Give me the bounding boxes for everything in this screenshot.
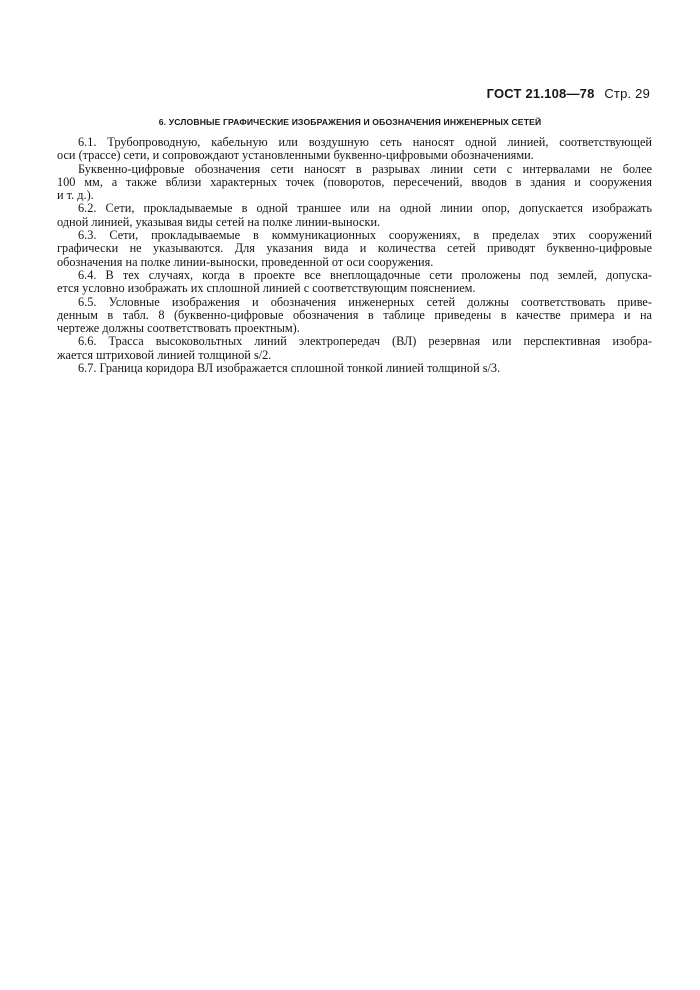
text-line: графически не указываются. Для указания вида и количества сетей приводят буквенно-цифровые	[57, 241, 652, 256]
text-line: 6.7. Граница коридора ВЛ изображается сплошной тонкой линией толщиной s/3.	[78, 361, 501, 376]
text-line: и т. д.).	[57, 188, 94, 203]
text-line: 6.6. Трасса высоковольтных линий электропередач (ВЛ) резервная или перспективная изобра-	[78, 334, 652, 349]
text-line: 6.4. В тех случаях, когда в проекте все внеплощадочные сети проложены под землей, допуска-	[78, 267, 652, 282]
text-line: одной линией, указывая виды сетей на полке линии-выноски.	[57, 214, 381, 229]
text-line: денным в табл. 8 (буквенно-цифровые обозначения в таблице приведены в качестве примера и на	[57, 307, 652, 322]
standard-number: ГОСТ 21.108—78	[486, 86, 595, 101]
text-line: чертеже должны соответствовать проектным).	[57, 321, 300, 336]
text-line: обозначения на полке линии-выноски, проведенной от оси сооружения.	[57, 254, 434, 269]
text-line: 100 мм, а также вблизи характерных точек (поворотов, пересечений, вводов в здания и сооружения	[57, 174, 652, 189]
text-line: 6.2. Сети, прокладываемые в одной траншее или на одной линии опор, допускается изображать	[78, 201, 652, 216]
text-line: 6.5. Условные изображения и обозначения инженерных сетей должны соответствовать приве-	[78, 294, 652, 309]
text-line: ется условно изображать их сплошной линией с соответствующим пояснением.	[57, 281, 476, 296]
text-line: оси (трассе) сети, и сопровождают установленными буквенно-цифровыми обозначениями.	[57, 148, 534, 163]
text-line: жается штриховой линией толщиной s/2.	[57, 347, 272, 362]
running-header	[487, 86, 650, 101]
page-number: Стр. 29	[604, 86, 650, 101]
section-body	[57, 136, 652, 375]
text-line: 6.1. Трубопроводную, кабельную или воздушную сеть наносят одной линией, соответствующей	[78, 135, 652, 149]
text-line: 6.3. Сети, прокладываемые в коммуникационных сооружениях, в пределах этих сооружений	[78, 228, 652, 243]
text-line: Буквенно-цифровые обозначения сети наносят в разрывах линии сети с интервалами не более	[78, 161, 652, 176]
section-heading: 6. УСЛОВНЫЕ ГРАФИЧЕСКИЕ ИЗОБРАЖЕНИЯ И ОБОЗНАЧЕНИЯ ИНЖЕНЕРНЫХ СЕТЕЙ	[158, 117, 542, 127]
